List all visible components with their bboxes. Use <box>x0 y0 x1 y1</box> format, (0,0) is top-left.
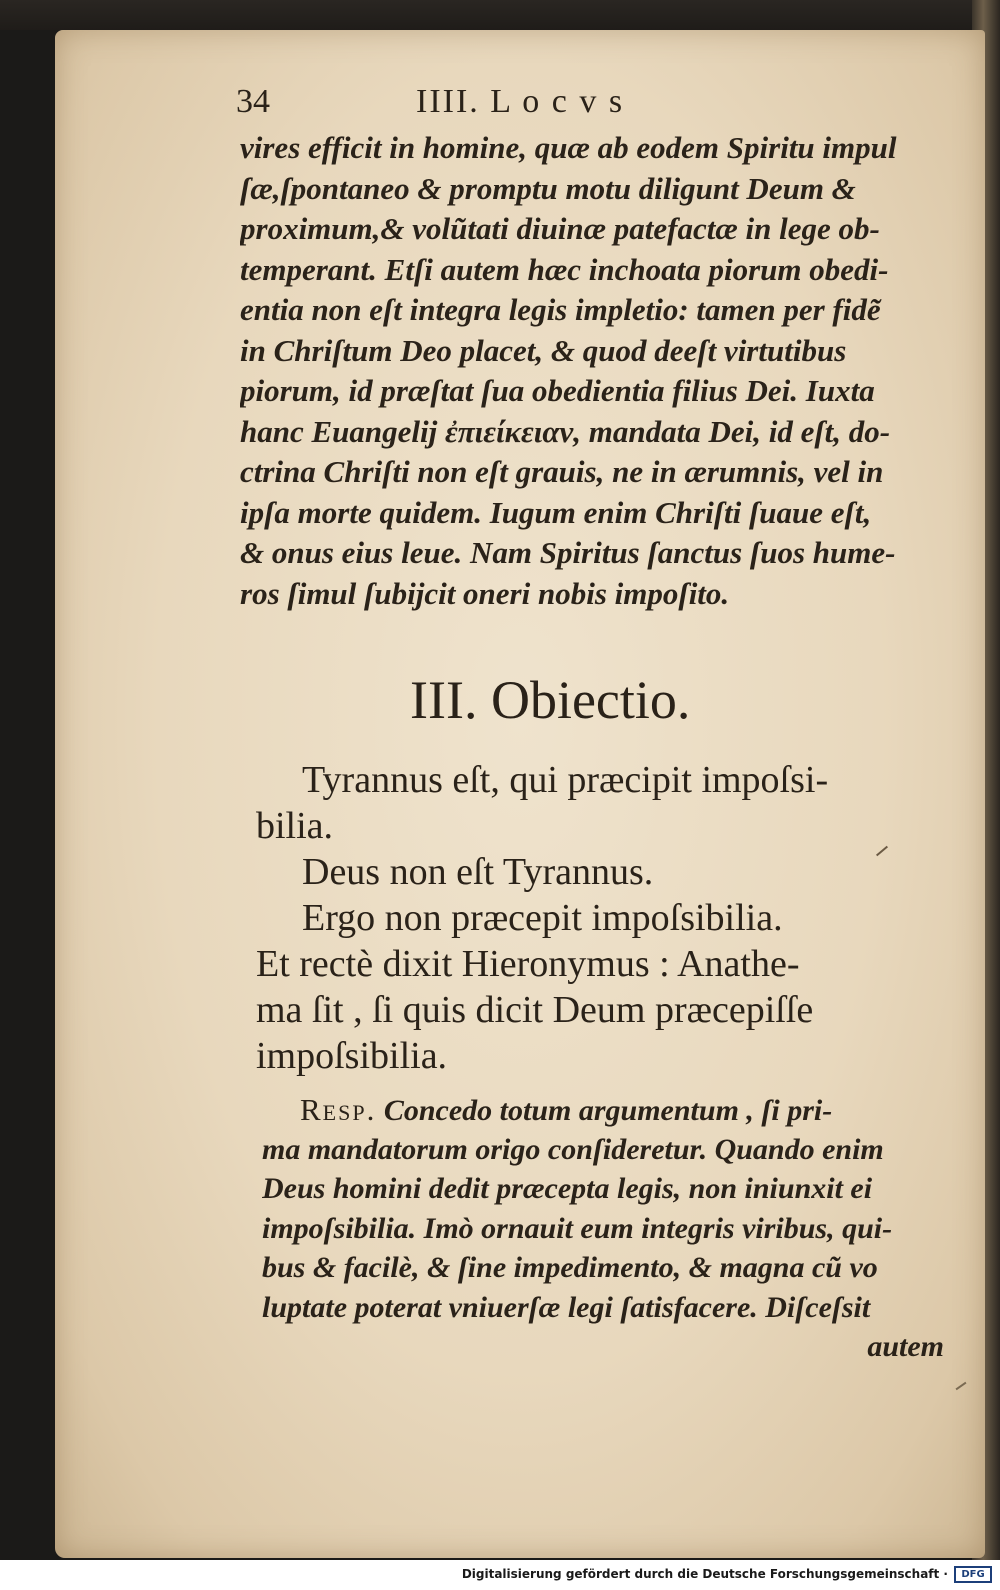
response-paragraph <box>262 1090 962 1367</box>
page-header <box>236 82 936 122</box>
section-heading: III. Obiectio. <box>410 670 691 730</box>
text-line: Et rectè dixit Hieronymus : Anathe- <box>256 943 800 985</box>
page-number: 34 <box>236 83 270 120</box>
text-line: in Chriſtum Deo placet, & quod deeſt virtutibus <box>240 332 847 368</box>
text-line: Ergo non præcepit impoſsibilia. <box>302 897 783 939</box>
text-line: bilia. <box>256 805 334 847</box>
response-label: Resp. <box>300 1092 377 1127</box>
text-line: ma ſit , ſi quis dicit Deum præcepiſſe <box>256 989 814 1031</box>
text-line <box>262 1090 962 1130</box>
objection-text <box>256 757 956 1079</box>
catchword: autem <box>867 1330 944 1363</box>
text-line: ma mandatorum origo conſideretur. Quando enim <box>262 1132 884 1166</box>
footer-bar <box>0 1560 1000 1590</box>
funding-credit: Digitalisierung gefördert durch die Deutsche Forschungsgemeinschaft · <box>461 1567 948 1581</box>
text-line: impoſsibilia. <box>256 1035 448 1077</box>
text-line: Deus homini dedit præcepta legis, non iniunxit ei <box>262 1172 873 1205</box>
text-line: ſæ,ſpontaneo & promptu motu diligunt Deum & <box>240 170 856 206</box>
scan-background-top <box>0 0 1000 30</box>
text-line: temperant. Etſi autem hæc inchoata piorum obedi- <box>240 251 889 287</box>
text-line: piorum, id præſtat ſua obedientia filius Dei. Iuxta <box>240 373 875 408</box>
text-line: entia non eſt integra legis impletio: tamen per fidẽ <box>240 292 881 327</box>
text-line: & onus eius leue. Nam Spiritus ſanctus ſuos hume- <box>240 535 896 570</box>
text-line: proximum,& volũtati diuinæ patefactæ in lege ob- <box>240 211 880 246</box>
text-line: impoſsibilia. Imò ornauit eum integris viribus, qui- <box>262 1211 893 1245</box>
text-line: Tyrannus eſt, qui præcipit impoſsi- <box>302 759 829 801</box>
text-line: ctrina Chriſti non eſt grauis, ne in ærumnis, vel in <box>240 454 884 489</box>
response-first-line: Concedo totum argumentum , ſi pri- <box>383 1094 833 1127</box>
text-line: Deus non eſt Tyrannus. <box>302 851 654 893</box>
text-line: ipſa morte quidem. Iugum enim Chriſti ſuaue eſt, <box>240 494 872 530</box>
text-line: luptate poterat vniuerſæ legi ſatisfacere. Diſceſsit <box>262 1290 871 1324</box>
dfg-logo[interactable]: DFG <box>954 1566 992 1583</box>
running-title: IIII. L o c v s <box>416 83 625 120</box>
text-line: bus & facilè, & ſine impedimento, & magna cũ vo <box>262 1251 878 1284</box>
italic-paragraph <box>240 128 940 614</box>
text-line: hanc Euangelij ἐπιείκειαν, mandata Dei, id eſt, do- <box>240 413 891 449</box>
text-line: vires efficit in homine, quæ ab eodem Spiritu impul <box>240 130 897 165</box>
text-line: ros ſimul ſubijcit oneri nobis impoſito. <box>240 575 730 611</box>
